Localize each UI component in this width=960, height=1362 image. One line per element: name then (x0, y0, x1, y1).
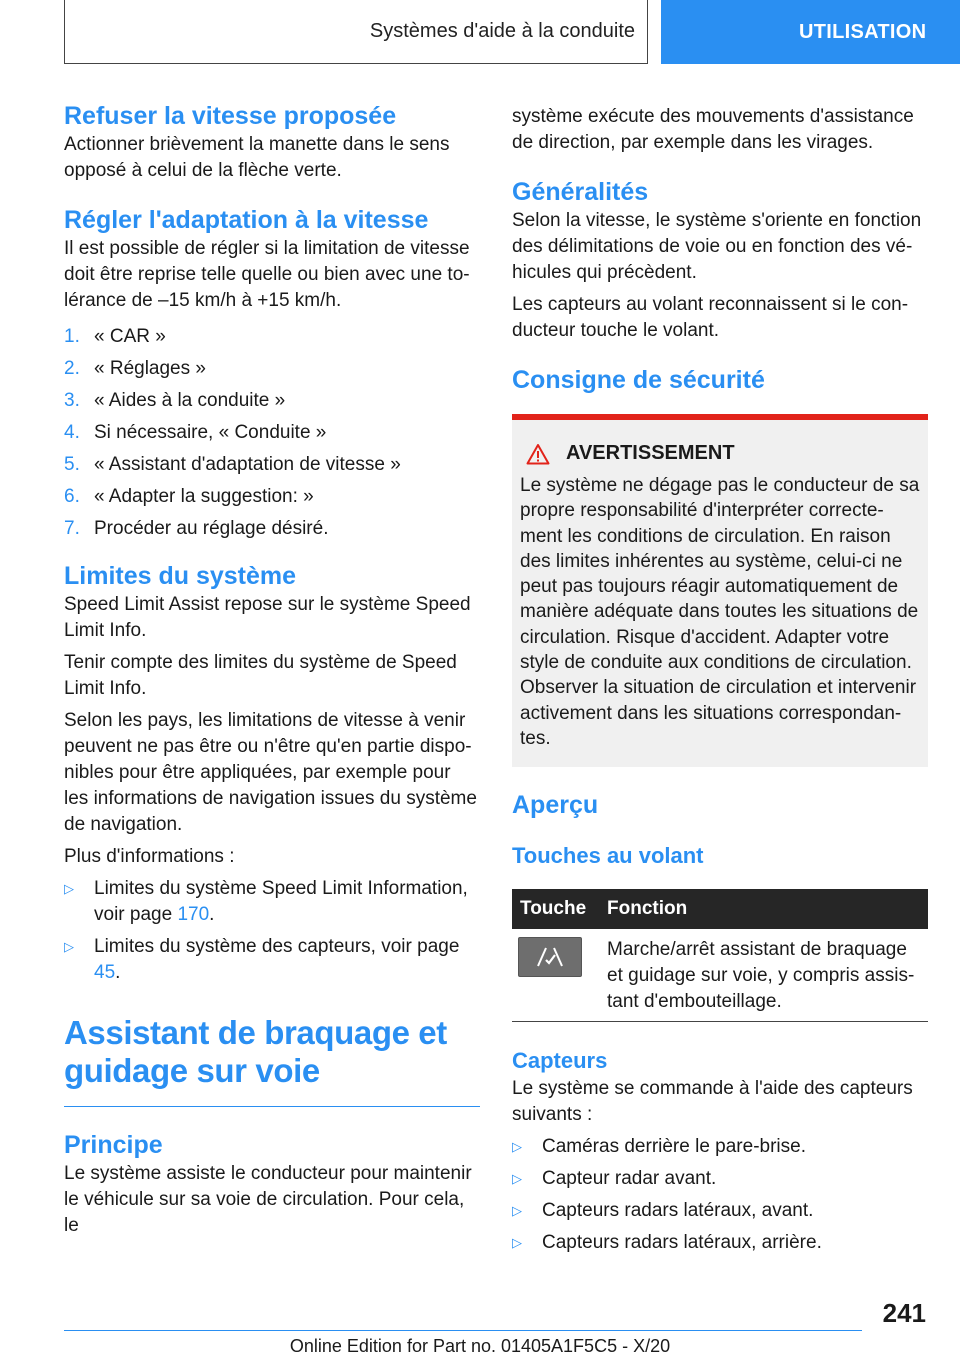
bullet-triangle-icon: ▷ (512, 1203, 522, 1219)
step-item: 5. « Assistant d'adaptation de vitesse » (64, 454, 401, 475)
page-link-170[interactable]: 170 (177, 904, 210, 925)
heading-assistant: Assistant de braquage et guidage sur voie (64, 1014, 447, 1089)
bullet-triangle-icon: ▷ (64, 939, 74, 954)
sensors-list (512, 1134, 928, 1256)
heading-apercu: Aperçu (512, 791, 599, 820)
heading-regler: Régler l'adaptation à la vitesse (64, 206, 429, 234)
warning-triangle-icon (526, 443, 550, 465)
page-number: 241 (882, 1298, 926, 1328)
step-item: 7. Procéder au réglage désiré. (64, 518, 329, 539)
list-item: ▷ Capteur radar avant. (512, 1166, 928, 1192)
header-section-title: Systèmes d'aide à la conduite (369, 20, 635, 42)
footer-edition: Online Edition for Part no. 01405A1F5C5 - X/20 (289, 1336, 671, 1356)
list-item: ▷ Capteurs radars latéraux, avant. (512, 1198, 928, 1224)
paragraph-limites-1: Speed Limit Assist repose sur le système Speed Limit Info. (64, 594, 471, 641)
step-item: 1. « CAR » (64, 326, 166, 347)
paragraph-limites-3: Selon les pays, les limitations de vitesse à venir peuvent ne pas être ou n'être qu'en partie dispo‐nibles pour être appliquées, par exemple pour les informations de navigation issues du système de navigation. (64, 710, 477, 835)
paragraph-limites-4: Plus d'informations : (64, 846, 235, 867)
header-chapter-tab (661, 0, 960, 64)
heading-principe: Principe (64, 1131, 163, 1159)
paragraph-regler: Il est possible de régler si la limitation de vitesse doit être reprise telle quelle ou bien avec une to‐lérance de –15 km/h à +15 km/h. (64, 238, 470, 311)
steering-assist-button-icon[interactable] (518, 937, 582, 977)
keys-table (512, 889, 928, 1022)
list-item: ▷ Limites du système Speed Limit Information, voir page 170. (64, 876, 480, 928)
heading-generalites: Généralités (512, 178, 649, 206)
heading-touches: Touches au volant (512, 843, 704, 869)
col-header-fonction: Fonction (599, 889, 928, 929)
heading-refuser: Refuser la vitesse proposée (64, 102, 397, 130)
step-item: 4. Si nécessaire, « Conduite » (64, 422, 327, 443)
table-row (512, 929, 928, 1022)
bullet-triangle-icon: ▷ (512, 1235, 522, 1251)
warning-title: AVERTISSEMENT (520, 442, 920, 465)
paragraph-generalites-2: Les capteurs au volant reconnaissent si le con‐ducteur touche le volant. (512, 294, 909, 341)
heading-limites: Limites du système (64, 562, 297, 590)
header-chapter-title: UTILISATION (799, 20, 927, 43)
step-item: 6. « Adapter la suggestion: » (64, 486, 314, 507)
warning-text: Le système ne dégage pas le conducteur de sa propre responsabilité d'interpréter correcte‐ment les conditions de circulation. En raison des limites inhérentes au système, celui-ci ne peut pas toujours réagir automatiquement de manière adéquate dans toutes les situations de circulation. Risque d'accident. Adapter votre style de conduite aux conditions de circulation. Observer la situation de circulation et intervenir activement dans les situations correspondan‐tes. (520, 475, 920, 749)
footer-divider (64, 1330, 862, 1331)
bullet-triangle-icon: ▷ (512, 1171, 522, 1187)
step-item: 2. « Réglages » (64, 358, 206, 379)
paragraph-continuation: système exécute des mouvements d'assistance de direction, par exemple dans les virages. (512, 106, 914, 153)
list-item: ▷ Capteurs radars latéraux, arrière. (512, 1230, 928, 1256)
paragraph-refuser: Actionner brièvement la manette dans le sens opposé à celui de la flèche verte. (64, 134, 450, 181)
list-item: ▷ Caméras derrière le pare-brise. (512, 1134, 928, 1160)
bullet-triangle-icon: ▷ (64, 881, 74, 896)
paragraph-principe: Le système assiste le conducteur pour maintenir le véhicule sur sa voie de circulation. Pour cela, le (64, 1163, 472, 1236)
paragraph-generalites-1: Selon la vitesse, le système s'oriente en fonction des délimitations de voie ou en fonction des vé‐hicules qui précèdent. (512, 210, 922, 283)
list-item: ▷ Limites du système des capteurs, voir page 45. (64, 934, 480, 986)
paragraph-limites-2: Tenir compte des limites du système de Speed Limit Info. (64, 652, 457, 699)
references-list (64, 876, 480, 986)
step-item: 3. « Aides à la conduite » (64, 390, 286, 411)
header-section-box (64, 0, 648, 64)
col-header-touche: Touche (512, 889, 599, 929)
function-cell: Marche/arrêt assistant de braquage et guidage sur voie, y compris assis‐tant d'embouteillage. (599, 929, 928, 1022)
page-link-45[interactable]: 45 (94, 962, 116, 983)
paragraph-capteurs: Le système se commande à l'aide des capteurs suivants : (512, 1078, 913, 1126)
right-column (512, 104, 928, 1262)
heading-securite: Consigne de sécurité (512, 366, 765, 394)
heading-capteurs: Capteurs (512, 1048, 608, 1074)
bullet-triangle-icon: ▷ (512, 1139, 522, 1155)
left-column (64, 100, 480, 1245)
section-divider (64, 1106, 480, 1107)
steps-list (64, 324, 480, 542)
warning-box (512, 414, 928, 767)
